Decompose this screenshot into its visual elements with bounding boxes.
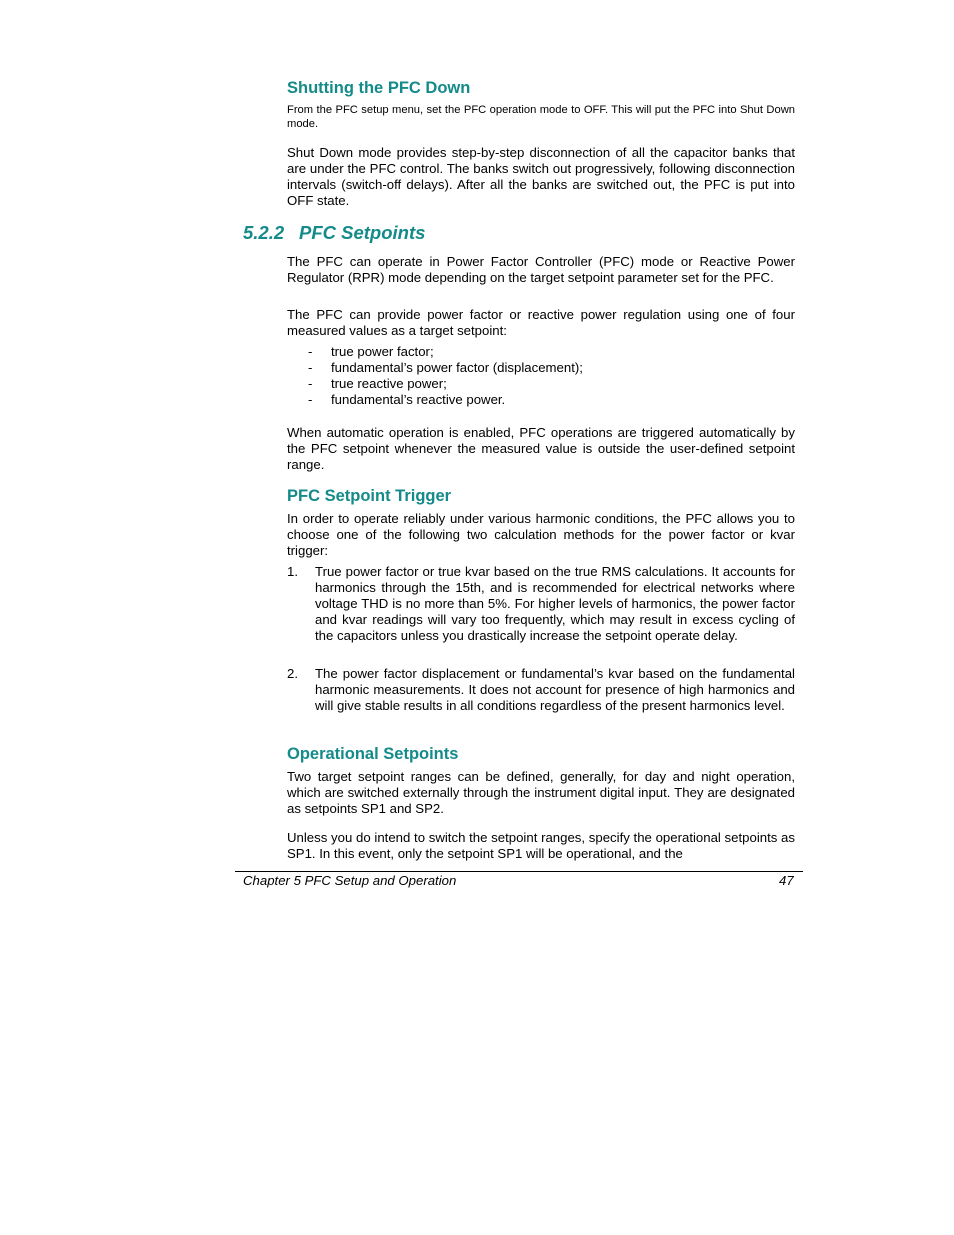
- paragraph: Shut Down mode provides step-by-step disconnection of all the capacitor banks that are under the PFC control. The banks switch out progressively, following disconnection intervals (switch-off delays). After all the banks are switched out, the PFC is put into OFF state.: [287, 145, 795, 208]
- paragraph: Two target setpoint ranges can be defined, generally, for day and night operation, which are switched externally through the instrument digital input. They are designated as setpoints SP1 and SP2.: [287, 769, 795, 816]
- paragraph: In order to operate reliably under various harmonic conditions, the PFC allows you to choose one of the following two calculation methods for the power factor or kvar trigger:: [287, 511, 795, 558]
- list-item-text: True power factor or true kvar based on the true RMS calculations. It accounts for harmonics through the 15th, and is recommended for electrical networks where voltage THD is no more than 5%. For higher levels of harmonics, the power factor and kvar readings will vary too frequently, which may result in excess cycling of the capacitors unless you drastically increase the setpoint operate delay.: [315, 564, 795, 643]
- setpoints-measured-values: [287, 307, 795, 339]
- paragraph: The PFC can operate in Power Factor Controller (PFC) mode or Reactive Power Regulator (RPR) mode depending on the target setpoint parameter set for the PFC.: [287, 254, 795, 285]
- list-number: 2.: [287, 666, 298, 681]
- footer-divider: [235, 871, 803, 872]
- heading-pfc-setpoints: [243, 222, 425, 244]
- operational-sp1: [287, 830, 795, 862]
- heading-pfc-setpoint-trigger: PFC Setpoint Trigger: [287, 487, 452, 505]
- list-item: [287, 564, 795, 644]
- list-item: - true power factor;: [308, 344, 796, 360]
- footer-chapter: Chapter 5 PFC Setup and Operation: [243, 873, 457, 888]
- list-item: - true reactive power;: [308, 376, 796, 392]
- section-title: PFC Setpoints: [299, 222, 426, 243]
- paragraph: From the PFC setup menu, set the PFC operation mode to OFF. This will put the PFC into Shut Down mode.: [287, 104, 795, 130]
- list-item: - fundamental’s power factor (displacement);: [308, 360, 796, 376]
- section-number: 5.2.2: [243, 222, 285, 243]
- setpoints-modes: [287, 254, 795, 286]
- shutdown-description: [287, 145, 795, 209]
- trigger-method-list: [287, 564, 795, 644]
- shutdown-intro: [287, 103, 795, 131]
- heading-shutting-pfc-down: Shutting the PFC Down: [287, 79, 471, 97]
- list-number: 1.: [287, 564, 298, 579]
- paragraph: When automatic operation is enabled, PFC operations are triggered automatically by the PFC setpoint whenever the measured value is outside the user-defined setpoint range.: [287, 425, 795, 472]
- operational-ranges: [287, 769, 795, 817]
- heading-operational-setpoints: Operational Setpoints: [287, 745, 459, 763]
- paragraph: Unless you do intend to switch the setpoint ranges, specify the operational setpoints as SP1. In this event, only the setpoint SP1 will be operational, and the: [287, 830, 795, 861]
- list-item: [287, 666, 795, 714]
- trigger-method-list: [287, 666, 795, 714]
- list-item: - fundamental’s reactive power.: [308, 392, 796, 408]
- setpoint-bullet-list: [308, 344, 796, 408]
- page-number: 47: [779, 873, 794, 888]
- paragraph: The PFC can provide power factor or reactive power regulation using one of four measured values as a target setpoint:: [287, 307, 795, 338]
- setpoints-automatic: [287, 425, 795, 473]
- list-item-text: The power factor displacement or fundamental’s kvar based on the fundamental harmonic measurements. It does not account for presence of high harmonics and will give stable results in all conditions regardless of the present harmonics level.: [315, 666, 795, 713]
- trigger-intro: [287, 511, 795, 559]
